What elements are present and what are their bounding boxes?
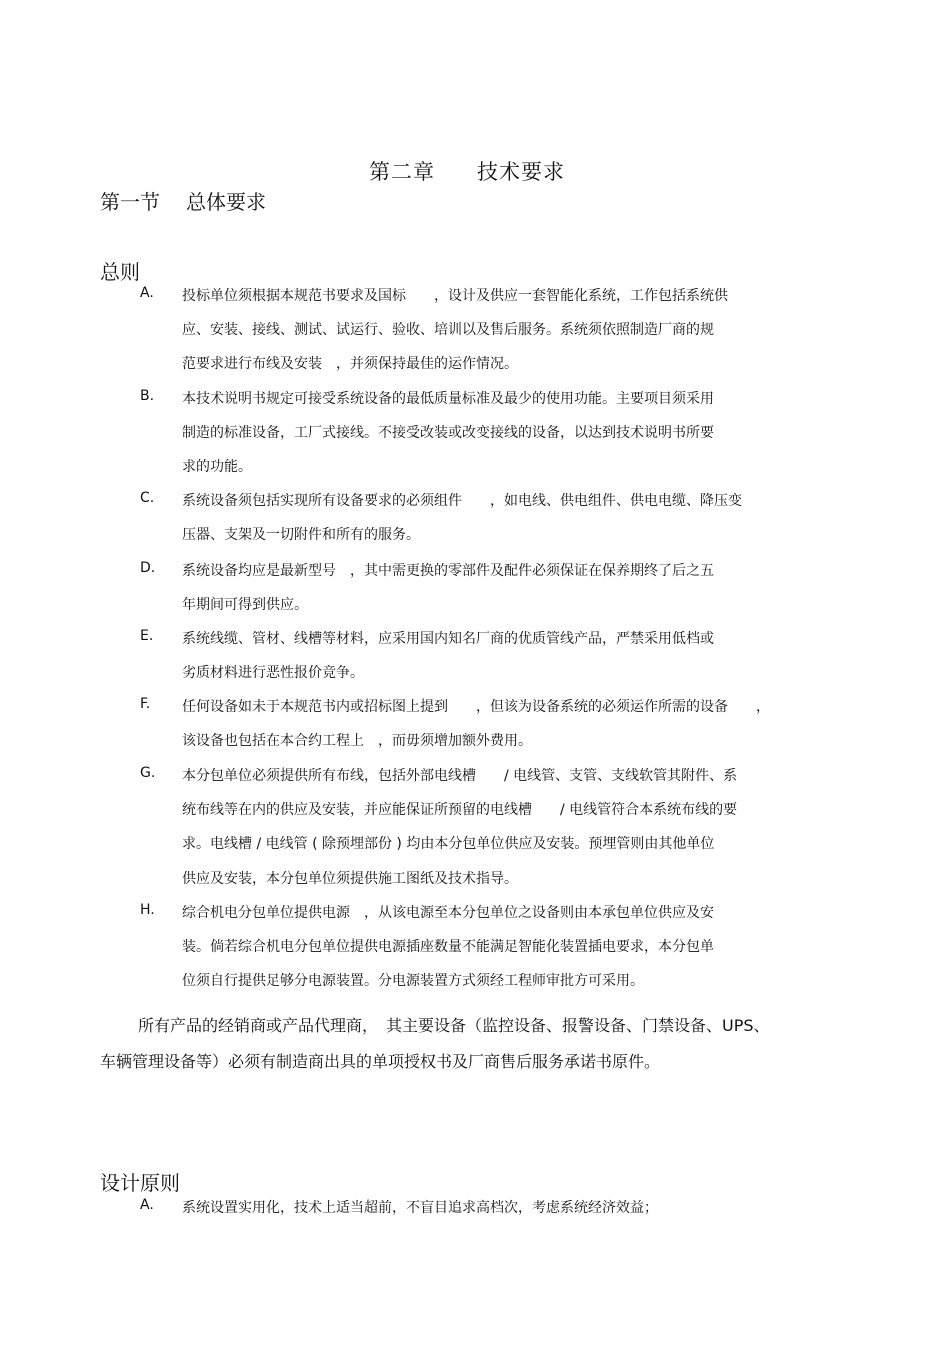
item-letter: E. <box>140 628 154 644</box>
item-letter: D. <box>140 560 156 576</box>
item-line: 任何设备如未于本规范书内或招标图上提到 ，但该为设备系统的必须运作所需的设备 ， <box>182 699 770 715</box>
paragraph-line: 车辆管理设备等）必须有制造商出具的单项授权书及厂商售后服务承诺书原件。 <box>100 1052 661 1071</box>
item-line: 系统线缆、管材、线槽等材料，应采用国内知名厂商的优质管线产品，严禁采用低档或 <box>182 631 714 647</box>
item-letter: A. <box>140 285 154 301</box>
chapter-title: 技术要求 <box>477 160 565 184</box>
item-line: 求。电线槽 / 电线管 ( 除预埋部份 ) 均由本分包单位供应及安装。预埋管则由其他单位 <box>182 836 715 852</box>
item-letter: C. <box>140 490 155 506</box>
item-line: 系统设备均应是最新型号 ，其中需更换的零部件及配件必须保证在保养期终了后之五 <box>182 563 714 579</box>
item-line: 压器、支架及一切附件和所有的服务。 <box>182 527 420 543</box>
item-letter: H. <box>140 902 155 918</box>
design-heading: 设计原则 <box>100 1171 180 1195</box>
item-line: 劣质材料进行恶性报价竞争。 <box>182 665 364 681</box>
chapter-number: 第二章 <box>369 160 435 184</box>
section-title: 总体要求 <box>186 190 266 214</box>
item-letter: G. <box>140 765 156 781</box>
item-line: 制造的标准设备，工厂式接线。不接受改装或改变接线的设备，以达到技术说明书所要 <box>182 425 714 441</box>
item-line: 求的功能。 <box>182 459 252 475</box>
item-letter: B. <box>140 388 155 404</box>
item-line: 该设备也包括在本合约工程上 ，而毋须增加额外费用。 <box>182 733 532 749</box>
item-line: 应、安装、接线、测试、试运行、验收、培训以及售后服务。系统须依照制造厂商的规 <box>182 322 714 338</box>
item-line: 本分包单位必须提供所有布线，包括外部电线槽 / 电线管、支管、支线软管其附件、系 <box>182 768 738 784</box>
item-line: 本技术说明书规定可接受系统设备的最低质量标准及最少的使用功能。主要项目须采用 <box>182 391 714 407</box>
item-line: 投标单位须根据本规范书要求及国标 ，设计及供应一套智能化系统，工作包括系统供 <box>182 288 728 304</box>
item-line: 范要求进行布线及安装 ，并须保持最佳的运作情况。 <box>182 356 518 372</box>
item-line: 供应及安装，本分包单位须提供施工图纸及技术指导。 <box>182 871 518 887</box>
item-letter: A. <box>140 1197 154 1213</box>
item-line: 年期间可得到供应。 <box>182 597 308 613</box>
item-line: 位须自行提供足够分电源装置。分电源装置方式须经工程师审批方可采用。 <box>182 973 644 989</box>
paragraph-line: 所有产品的经销商或产品代理商， 其主要设备（监控设备、报警设备、门禁设备、UPS、 <box>138 1016 770 1035</box>
item-letter: F. <box>140 696 151 712</box>
item-line: 系统设置实用化，技术上适当超前，不盲目追求高档次，考虑系统经济效益； <box>182 1200 658 1216</box>
general-heading: 总则 <box>100 260 140 284</box>
item-line: 综合机电分包单位提供电源 ，从该电源至本分包单位之设备则由本承包单位供应及安 <box>182 905 714 921</box>
section-number: 第一节 <box>100 190 160 214</box>
item-line: 系统设备须包括实现所有设备要求的必须组件 ，如电线、供电组件、供电电缆、降压变 <box>182 493 742 509</box>
item-line: 统布线等在内的供应及安装，并应能保证所预留的电线槽 / 电线管符合本系统布线的要 <box>182 802 738 818</box>
item-line: 装。倘若综合机电分包单位提供电源插座数量不能满足智能化装置插电要求，本分包单 <box>182 939 714 955</box>
